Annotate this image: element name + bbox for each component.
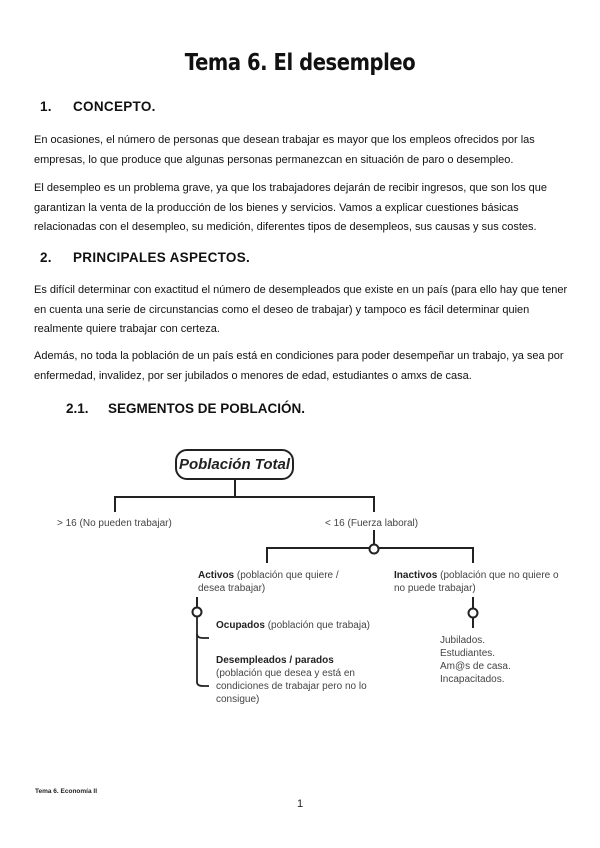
section-number: 1. xyxy=(40,99,52,114)
connector-line xyxy=(197,634,209,686)
paragraph: El desempleo es un problema grave, ya que los trabajadores dejarán de recibir ingresos, que son los que garantizan la venta de la producción de los bienes y servicios. Vamos a explicar cuestiones básicas relacionadas con el desempleo, su medición, diferentes tipos de desempleos, sus causas y sus costes. xyxy=(34,182,548,233)
subsection-title: SEGMENTOS DE POBLACIÓN. xyxy=(108,401,306,416)
section-title: CONCEPTO. xyxy=(73,99,156,114)
section-title: PRINCIPALES ASPECTOS. xyxy=(73,250,251,265)
ocupados-description: (población que trabaja) xyxy=(267,620,370,631)
bracket-line xyxy=(115,497,374,512)
desempleados-title: Desempleados / parados xyxy=(216,655,334,666)
activos-description: (población que quiere / desea trabajar) xyxy=(198,570,339,594)
subsection-number: 2.1. xyxy=(66,401,89,416)
inactivos-list xyxy=(440,634,511,686)
paragraph: Es difícil determinar con exactitud el número de desempleados que existe en un país (para ello hay que tener en cuenta una serie de circunstancias como el deseo de trabajar) y tampoco es fácil determinar quien realmente quiere trabajar con certeza. xyxy=(34,284,568,335)
activos-label xyxy=(198,569,363,595)
footer-label: Tema 6. Economía II xyxy=(35,788,98,795)
ocupados-label xyxy=(216,619,386,632)
ocupados-title: Ocupados xyxy=(216,620,265,631)
activos-title: Activos xyxy=(198,570,235,581)
page-number: 1 xyxy=(296,798,304,810)
left-branch-label: > 16 (No pueden trabajar) xyxy=(57,518,172,529)
right-branch-label: < 16 (Fuerza laboral) xyxy=(325,518,419,529)
paragraph: Además, no toda la población de un país está en condiciones para poder desempeñar un trabajo, ya sea por enfermedad, invalidez, por ser jubilados o menores de edad, estudiantes o amxs de casa. xyxy=(34,350,564,382)
root-node-poblacion-total: Población Total xyxy=(175,449,294,480)
list-item: Estudiantes. xyxy=(440,648,496,659)
list-item: Jubilados. xyxy=(440,635,486,646)
desempleados-description: (población que desea y está en condiciones de trabajar pero no lo consigue) xyxy=(216,668,367,705)
paragraph: En ocasiones, el número de personas que desean trabajar es mayor que los empleos ofrecidos por las empresas, lo que produce que algunas personas permanezcan en situación de paro o desempleo. xyxy=(34,134,535,166)
node-circle xyxy=(193,608,202,617)
section-number: 2. xyxy=(40,250,52,265)
page-title: Tema 6. El desempleo xyxy=(184,50,416,76)
connector-line xyxy=(197,617,209,638)
node-circle xyxy=(370,545,379,554)
inactivos-label xyxy=(394,569,559,595)
inactivos-title: Inactivos xyxy=(394,570,438,581)
inactivos-description: (población que no quiere o no puede trabajar) xyxy=(394,570,559,594)
desempleados-label xyxy=(216,654,381,706)
list-item: Am@s de casa. xyxy=(440,661,511,672)
list-item: Incapacitados. xyxy=(440,674,505,685)
node-circle xyxy=(469,609,478,618)
